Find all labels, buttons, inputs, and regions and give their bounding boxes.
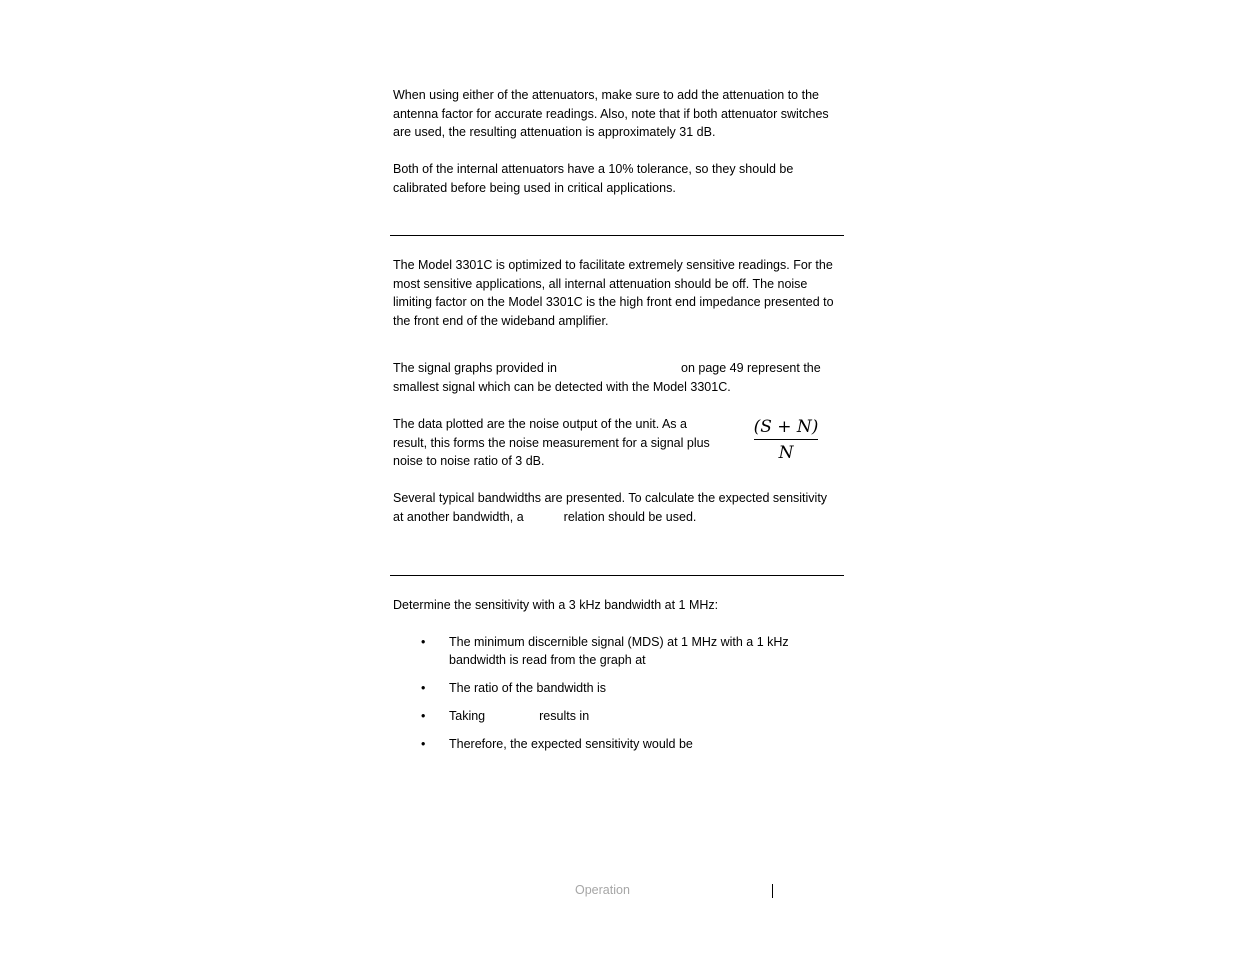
list-item: [393, 735, 833, 753]
paragraph-tolerance: Both of the internal attenuators have a 10% tolerance, so they should be calibrated before being used in critical applications.: [393, 162, 794, 195]
formula-numerator: (S + N): [753, 417, 819, 437]
footer-separator: [772, 884, 773, 898]
list-item-text: Therefore, the expected sensitivity would be: [449, 737, 693, 751]
paragraph-signal-graphs: [393, 359, 838, 396]
bullet-marker: •: [421, 737, 426, 751]
formula-denominator: N: [778, 443, 794, 463]
section-divider: [390, 575, 844, 576]
list-item-text: The ratio of the bandwidth is: [449, 681, 607, 695]
list-item: [393, 633, 799, 669]
example-steps-list: [393, 633, 833, 763]
list-item: [393, 679, 833, 697]
bullet-marker: •: [421, 709, 426, 723]
bullet-marker: •: [421, 681, 426, 695]
signal-graphs-text-start: The signal graphs provided in: [393, 361, 557, 375]
paragraph-optimized: The Model 3301C is optimized to facilitate extremely sensitive readings. For the most sensitive applications, all internal attenuation should be off. The noise limiting factor on the Model 3301C is the high front end impedance presented to the front end of the wideband amplifier.: [393, 258, 834, 328]
list-item-text-end: results in: [539, 709, 590, 723]
paragraph-data-plotted: The data plotted are the noise output of the unit. As a result, this forms the noise measurement for a signal plus noise to noise ratio of 3 dB.: [393, 417, 710, 469]
bullet-marker: •: [421, 635, 426, 649]
paragraph-bandwidths: [393, 489, 838, 526]
paragraph-attenuators: When using either of the attenuators, make sure to add the attenuation to the antenna factor for accurate readings. Also, note that if both attenuator switches are used, the resulting attenuation is approximately 31 dB.: [393, 88, 829, 140]
signal-noise-ratio-formula: [748, 417, 824, 463]
list-item-text-start: Taking: [449, 709, 486, 723]
signal-graphs-text-end: on page 49 represent the smallest signal which can be detected with the Model 3301C.: [393, 361, 821, 394]
list-item: [393, 707, 833, 725]
bandwidths-text-start: Several typical bandwidths are presented. To calculate the expected sensitivity at another bandwidth, a: [393, 491, 828, 524]
paragraph-determine: Determine the sensitivity with a 3 kHz bandwidth at 1 MHz:: [393, 598, 719, 612]
list-item-text: The minimum discernible signal (MDS) at 1 MHz with a 1 kHz bandwidth is read from the graph at: [449, 635, 789, 667]
section-divider: [390, 235, 844, 236]
bandwidths-text-end: relation should be used.: [563, 509, 697, 524]
footer-section-label: Operation: [575, 883, 630, 897]
